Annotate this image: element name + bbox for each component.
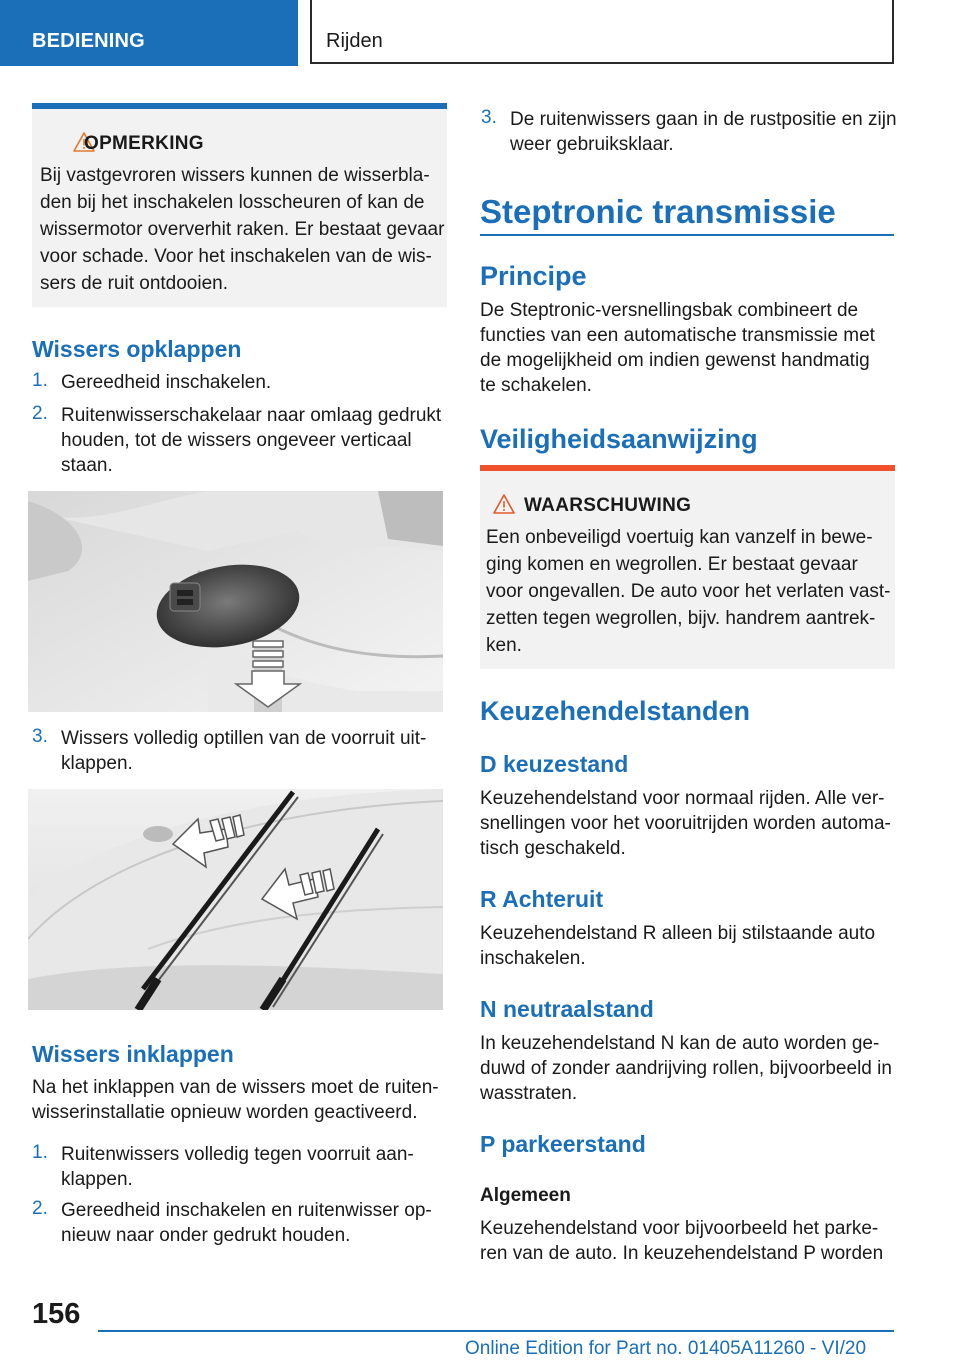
step-number: 3.: [32, 726, 48, 747]
heading-fold-up: Wissers opklappen: [32, 336, 242, 362]
step-text: Gereedheid inschakelen en ruitenwisser op- nieuw naar onder gedrukt houden.: [61, 1200, 432, 1246]
heading-fold-in: Wissers inklappen: [32, 1041, 234, 1067]
title-rule: [480, 234, 894, 236]
page-title: Steptronic transmissie: [480, 193, 836, 230]
heading-r: R Achteruit: [480, 886, 604, 912]
wiper-switch-illustration: [28, 491, 443, 712]
r-text: Keuzehendelstand R alleen bij stilstaande auto inschakelen.: [480, 923, 876, 969]
warning-text: Een onbeveiligd voertuig kan vanzelf in bewe- ging komen en wegrollen. Er bestaat gevaar voor ongevallen. De auto voor het verlaten vast- zetten tegen wegrollen, bijv. handrem aantrek- ken.: [486, 527, 891, 656]
step-text: Ruitenwisserschakelaar naar omlaag gedrukt houden, tot de wissers ongeveer verticaal staan.: [61, 405, 442, 476]
footer-edition: Online Edition for Part no. 01405A11260 - VI/20: [465, 1338, 867, 1359]
p-text: Keuzehendelstand voor bijvoorbeeld het parke- ren van de auto. In keuzehendelstand P worden: [480, 1218, 884, 1264]
warning-icon: [492, 493, 516, 515]
principle-text: De Steptronic-versnellingsbak combineert de functies van een automatische transmissie met de mogelijkheid om indien gewenst handmatig te schakelen.: [480, 300, 875, 396]
n-text: In keuzehendelstand N kan de auto worden ge- duwd of zonder aandrijving rollen, bijvoorbeeld in wasstraten.: [480, 1033, 892, 1104]
step-number: 2.: [32, 1198, 48, 1219]
step-number: 1.: [32, 370, 48, 391]
section-label: BEDIENING: [32, 30, 145, 52]
warning-title: WAARSCHUWING: [524, 495, 692, 516]
step-number: 3.: [481, 107, 497, 128]
d-text: Keuzehendelstand voor normaal rijden. Alle ver- snellingen voor het vooruitrijden worden automa- tisch geschakeld.: [480, 788, 891, 859]
windshield-wipers-illustration: [28, 789, 443, 1010]
warning-box: [480, 471, 895, 669]
heading-n: N neutraalstand: [480, 996, 654, 1022]
step-number: 1.: [32, 1142, 48, 1163]
chapter-tab: [310, 0, 894, 64]
subheading-general: Algemeen: [480, 1185, 571, 1206]
step-number: 2.: [32, 403, 48, 424]
note-text: Bij vastgevroren wissers kunnen de wisserbla- den bij het inschakelen losscheuren of kan de wissermotor oververhit raken. Er bestaat gevaar voor schade. Voor het inschakelen van de wis- sers de ruit ontdooien.: [40, 165, 445, 294]
heading-selector: Keuzehendelstanden: [480, 696, 751, 726]
step-text: Ruitenwissers volledig tegen voorruit aan- klappen.: [61, 1144, 414, 1190]
heading-principle: Principe: [480, 261, 587, 291]
footer-rule: [98, 1330, 894, 1332]
heading-safety: Veiligheidsaanwijzing: [480, 424, 758, 454]
heading-p: P parkeerstand: [480, 1131, 646, 1157]
fold-in-intro: Na het inklappen van de wissers moet de ruiten- wisserinstallatie opnieuw worden geactiveerd.: [32, 1077, 439, 1123]
step-text: Gereedheid inschakelen.: [61, 372, 272, 393]
step-text: De ruitenwissers gaan in de rustpositie en zijn weer gebruiksklaar.: [510, 109, 897, 155]
heading-d: D keuzestand: [480, 751, 629, 777]
step-text: Wissers volledig optillen van de voorruit uit- klappen.: [61, 728, 427, 774]
chapter-label: Rijden: [326, 30, 383, 52]
note-box: [32, 109, 447, 307]
note-title: OPMERKING: [84, 133, 204, 154]
page-number: 156: [32, 1298, 81, 1330]
section-tab: [0, 0, 298, 66]
